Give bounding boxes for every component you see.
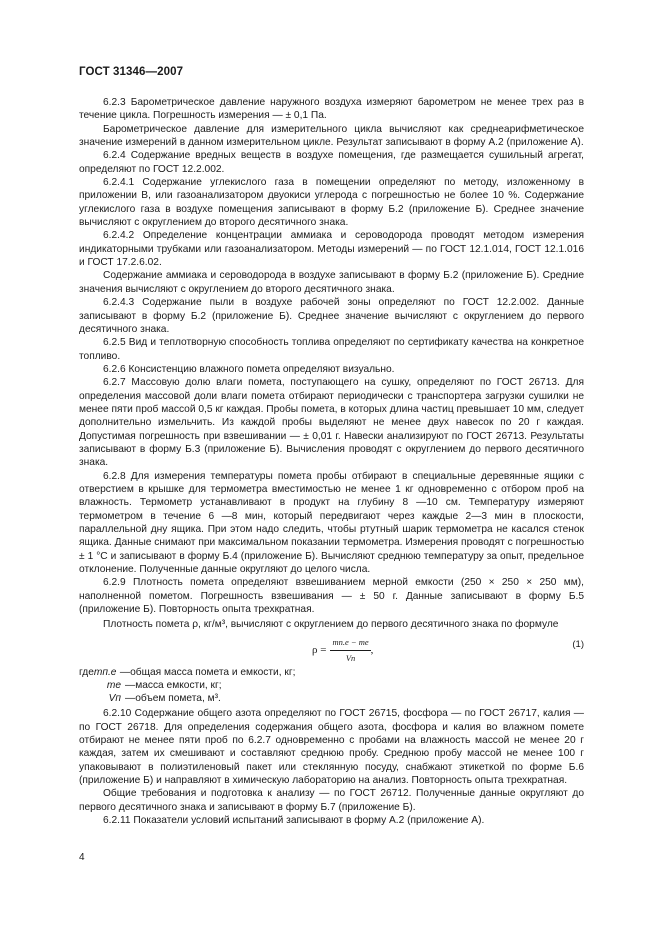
paragraph-6-2-3-cont: Барометрическое давление для измерительного цикла вычисляют как среднеарифметическое значение измерений в данном измерительном цикле. Результат записывают в форму А.2 (приложение А). [79,123,584,149]
legend-text: объем помета, м³. [135,693,221,705]
legend-dash: — [125,693,136,705]
legend-row [79,679,584,692]
paragraph-6-2-9-cont: Плотность помета ρ, кг/м³, вычисляют с округлением до первого десятичного знака по формуле [103,619,559,631]
formula-lhs: ρ = [312,643,327,656]
paragraph-6-2-6: 6.2.6 Консистенцию влажного помета определяют визуально. [103,363,395,375]
density-formula [312,636,373,666]
paragraph-6-2-4-2-cont: Содержание аммиака и сероводорода в воздухе записывают в форму Б.2 (приложение Б). Средние значения вычисляют с округлением до второго десятичного знака. [79,270,584,295]
formula-trailing: , [370,643,374,656]
paragraph-6-2-8: 6.2.8 Для измерения температуры помета пробы отбирают в специальные деревянные ящики с отверстием в крышке для термометра вместимостью не менее 1 кг одновременно с отбором проб на влажность. Термометр устанавливают в продукт на глубину 8 —10 см. Температуру измеряют термометром в течение 6 —8 мин, который передвигают через каждые 2—3 мин в плоскости, параллельной дну ящика. При этом надо следить, чтобы ртутный шарик термометра не касался стенок ящика. Данные снимают при максимальном показании термометра. Измерения проводят с погрешностью ± 1 °С и записывают в форму Б.4 (приложение Б). Вычисляют среднюю температуру за опыт, предельное отклонение. Полученные данные округляют до целого числа. [79,470,584,576]
paragraph-6-2-7: 6.2.7 Массовую долю влаги помета, поступающего на сушку, определяют по ГОСТ 26713. Для определения массовой доли влаги помета отбирают периодически с транспортера загрузки сушилки не менее пяти проб массой 0,5 кг каждая. Пробы помета, в которых длина частиц превышает 10 мм, следует дополнительно измельчить. Из каждой пробы выделяют не менее двух навесок по 20 г каждая. Допустимая погрешность при взвешивании — ± 0,01 г. Навески анализируют по ГОСТ 26713. Результаты записывают в форму Б.3 (приложение Б). Вычисления проводят с округлением до первого десятичного знака. [79,377,584,469]
legend-text: масса емкости, кг; [135,679,222,691]
formula-numerator: mп.е − mе [330,636,370,651]
formula-denominator: Vп [345,653,356,664]
formula-fraction [330,636,370,666]
legend-row [79,666,584,679]
document-body [79,96,584,827]
legend-symbol: mе [106,679,121,691]
document-header: ГОСТ 31346—2007 [79,66,184,78]
legend-text: общая масса помета и емкости, кг; [130,666,296,678]
paragraph-6-2-10-cont: Общие требования и подготовка к анализу — по ГОСТ 26712. Полученные данные округляют до первого десятичного знака и записывают в форму Б.7 (приложение Б). [79,788,584,813]
paragraph-6-2-9: 6.2.9 Плотность помета определяют взвешиванием мерной емкости (250 × 250 × 250 мм), наполненной пометом. Погрешность взвешивания — ± 50 г. Данные записывают в форму Б.5 (приложение Б). Повторность опыта трехкратная. [79,577,584,616]
formula-number: (1) [572,638,584,650]
paragraph-6-2-4-2: 6.2.4.2 Определение концентрации аммиака и сероводорода проводят методом измерения индикаторными трубками или газоанализатором. Методы измерений — по ГОСТ 12.1.014, ГОСТ 12.1.016 и ГОСТ 17.2.6.02. [79,230,584,269]
formula-legend [79,666,584,706]
legend-symbol: mп.е [93,666,117,678]
paragraph-6-2-4-3: 6.2.4.3 Содержание пыли в воздухе рабочей зоны определяют по ГОСТ 12.2.002. Данные записывают в форму Б.2 (приложение Б). Среднее значение вычисляют с округлением до первого десятичного знака. [79,297,584,335]
paragraph-6-2-4-1: 6.2.4.1 Содержание углекислого газа в помещении определяют по методу, изложенному в приложении В, или газоанализатором двуокиси углерода с погрешностью не более 10 %. Содержание углекислого газа в воздухе помещения записывают в форму Б.2 (приложение Б). Среднее значение вычисляют с округлением до второго десятичного знака. [79,177,584,229]
paragraph-6-2-5: 6.2.5 Вид и теплотворную способность топлива определяют по сертификату качества на конкретное топливо. [79,337,584,362]
legend-dash: — [119,666,131,678]
legend-dash: — [125,679,136,691]
legend-symbol: Vп [108,693,121,705]
paragraph-6-2-4: 6.2.4 Содержание вредных веществ в воздухе помещения, где размещается сушильный агрегат, определяют по ГОСТ 12.2.002. [79,150,584,175]
paragraph-6-2-10: 6.2.10 Содержание общего азота определяют по ГОСТ 26715, фосфора — по ГОСТ 26717, калия — по ГОСТ 26718. Для определения содержания общего азота, фосфора и калия во влажном помете отбирают не менее пяти проб по 6.2.7 одновременно с пробами на влажность массой не менее 20 г каждая, затем их смешивают и составляют среднюю пробу. Среднюю пробу массой не менее 100 г упаковывают в полиэтиленовый пакет или стеклянную посуду, снабжают этикеткой по форме Б.6 (приложение Б) и направляют в химическую лабораторию на анализ. Повторность опыта трехкратная. [79,708,584,787]
paragraph-6-2-3: 6.2.3 Барометрическое давление наружного воздуха измеряют барометром не менее трех раз в течение цикла. Погрешность измерения — ± 0,1 Па. [79,97,584,122]
page-number: 4 [79,852,85,863]
formula-block [79,634,584,664]
legend-lead: где [79,666,94,678]
legend-row [79,692,584,705]
paragraph-6-2-11: 6.2.11 Показатели условий испытаний записывают в форму А.2 (приложение А). [103,815,485,827]
